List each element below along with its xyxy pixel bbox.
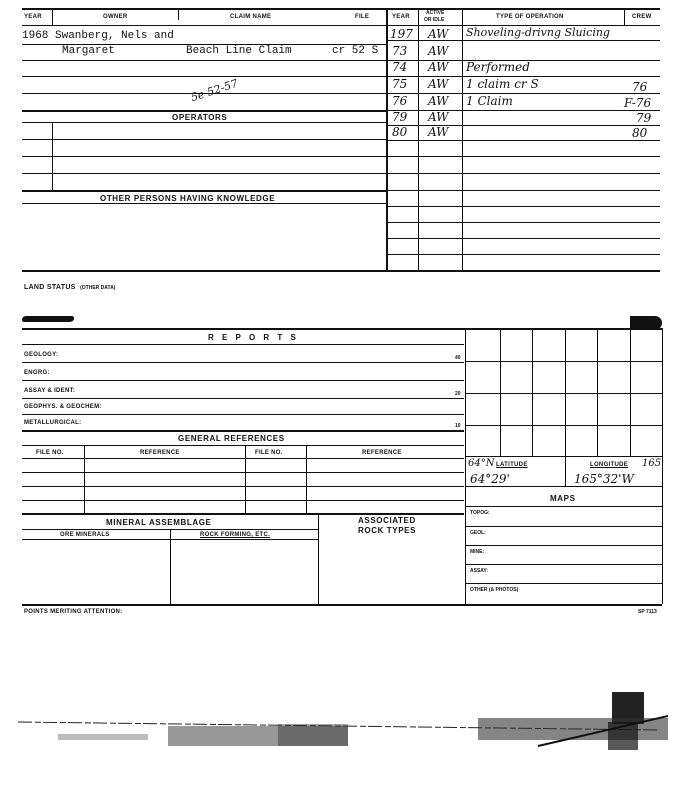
latitude-label: LATITUDE <box>496 462 528 468</box>
rule <box>22 139 386 140</box>
rule <box>22 344 464 345</box>
rule <box>465 486 662 487</box>
mineral-assemblage-title: MINERAL ASSEMBLAGE <box>106 518 212 527</box>
activity-operation: 1 claim cr S <box>466 77 539 91</box>
maps-mine: MINE: <box>470 549 485 555</box>
divider <box>418 8 419 270</box>
land-status-label <box>24 276 115 294</box>
rule <box>22 380 464 381</box>
rule <box>386 238 660 239</box>
activity-crew: F-76 <box>624 96 652 110</box>
report-geology: GEOLOGY: <box>24 352 59 358</box>
activity-status: AW <box>428 60 449 74</box>
idle-header: OR IDLE <box>424 17 445 23</box>
rule <box>386 173 660 174</box>
activity-status: AW <box>428 110 449 124</box>
report-metallurgical: METALLURGICAL: <box>24 420 82 426</box>
lat-prefix: 64°N <box>468 458 495 469</box>
report-geology-num: 40 <box>455 355 461 361</box>
file-header: FILE <box>355 14 370 20</box>
rule <box>22 76 386 77</box>
divider <box>52 122 53 190</box>
ref-file-no-2: FILE NO. <box>255 450 283 456</box>
divider <box>245 445 246 513</box>
operators-label: OPERATORS <box>172 113 228 122</box>
rule <box>22 122 386 123</box>
rule <box>22 60 386 61</box>
rule <box>22 398 464 399</box>
divider <box>462 8 463 270</box>
handwritten-note: 5e 52-57 <box>189 76 240 105</box>
divider <box>178 8 179 20</box>
rule <box>22 362 464 363</box>
rule <box>22 486 464 487</box>
general-references-title: GENERAL REFERENCES <box>178 434 285 443</box>
report-metallurgical-num: 10 <box>455 423 461 429</box>
rule <box>22 190 386 192</box>
report-assay: ASSAY & IDENT: <box>24 388 76 394</box>
other-persons-label: OTHER PERSONS HAVING KNOWLEDGE <box>100 194 276 203</box>
longitude-label: LONGITUDE <box>590 462 629 468</box>
active-header: ACTIVE <box>426 10 445 16</box>
divider <box>52 8 53 25</box>
rule <box>22 156 386 157</box>
type-of-operation-header: TYPE OF OPERATION <box>496 14 564 20</box>
rule <box>386 222 660 223</box>
rule <box>22 414 464 415</box>
divider <box>597 328 598 456</box>
owner-name-line2: Margaret <box>62 45 115 57</box>
rule <box>465 545 662 546</box>
longitude-value: 165°32'W <box>574 472 634 486</box>
ref-file-no-1: FILE NO. <box>36 450 64 456</box>
divider <box>306 445 307 513</box>
rule <box>22 270 660 272</box>
activity-crew: 76 <box>632 80 648 94</box>
divider <box>500 328 501 456</box>
rule <box>386 156 660 157</box>
associated-label: ASSOCIATED <box>358 516 416 525</box>
activity-year: 74 <box>392 60 408 74</box>
rule <box>22 203 386 204</box>
activity-operation: 1 Claim <box>466 94 513 108</box>
rule <box>22 430 464 432</box>
activity-status: AW <box>428 77 449 91</box>
divider <box>465 328 466 604</box>
report-engrg: ENGRG: <box>24 370 50 376</box>
owner-year-name: 1968 Swanberg, Nels and <box>22 30 174 42</box>
activity-year: 79 <box>392 110 408 124</box>
scan-artifact <box>21 316 75 322</box>
activity-year: 197_ <box>390 27 419 41</box>
activity-year: 75 <box>392 77 408 91</box>
points-meriting-attention-label: POINTS MERITING ATTENTION: <box>24 609 123 615</box>
file-value: cr 52 S <box>332 45 379 57</box>
divider <box>565 456 566 486</box>
activity-year: 80 <box>392 125 408 139</box>
rule <box>22 328 662 330</box>
rule <box>22 173 386 174</box>
rule <box>465 526 662 527</box>
ref-reference-2: REFERENCE <box>362 450 402 456</box>
year-header: YEAR <box>24 14 42 20</box>
scan-noise <box>18 712 668 762</box>
reports-title: R E P O R T S <box>208 333 299 342</box>
owner-header: OWNER <box>103 14 128 20</box>
activity-year: 73 <box>392 44 408 58</box>
rule <box>22 604 662 606</box>
rule <box>386 140 660 141</box>
rule <box>465 425 662 426</box>
activity-operation: Shoveling-drivng Sluicing <box>466 26 610 39</box>
maps-topog: TOPOG: <box>470 510 490 516</box>
rule <box>22 110 386 112</box>
rule <box>465 456 662 457</box>
report-assay-num: 20 <box>455 391 461 397</box>
rule <box>386 254 660 255</box>
ore-minerals-label: ORE MINERALS <box>60 532 110 538</box>
rock-types-label: ROCK TYPES <box>358 526 417 535</box>
main-vertical-divider <box>386 8 388 270</box>
activity-crew: 80 <box>632 126 648 140</box>
maps-other: OTHER (& PHOTOS) <box>470 587 519 593</box>
rule <box>22 500 464 501</box>
year2-header: YEAR <box>392 14 410 20</box>
activity-crew: 79 <box>636 111 652 125</box>
rule <box>465 583 662 584</box>
activity-operation: Performed <box>466 60 530 74</box>
divider <box>565 328 566 456</box>
divider <box>630 328 631 456</box>
rule <box>465 361 662 362</box>
activity-status: AW <box>428 27 449 41</box>
rule <box>465 564 662 565</box>
activity-status: AW <box>428 44 449 58</box>
divider <box>662 328 663 604</box>
rule <box>465 506 662 507</box>
divider <box>170 529 171 604</box>
maps-geol: GEOL: <box>470 530 486 536</box>
divider <box>84 445 85 513</box>
rule <box>22 458 464 459</box>
crew-header: CREW <box>632 14 652 20</box>
report-geophys: GEOPHYS. & GEOCHEM: <box>24 404 102 410</box>
rule <box>22 472 464 473</box>
divider <box>318 513 319 604</box>
divider <box>624 8 625 25</box>
divider <box>532 328 533 456</box>
land-status-sub: (OTHER DATA) <box>80 285 116 291</box>
top-rule <box>22 8 660 10</box>
latitude-value: 64°29' <box>470 472 510 486</box>
maps-title: MAPS <box>550 494 576 503</box>
rule <box>22 445 464 446</box>
rule <box>22 513 464 515</box>
rule <box>386 206 660 207</box>
rock-forming-label: ROCK FORMING, ETC. <box>200 532 271 538</box>
rule <box>386 190 660 191</box>
activity-year: 76 <box>392 94 408 108</box>
rule <box>465 393 662 394</box>
form-code: SP 7113 <box>638 609 657 615</box>
lon-suffix: 165 <box>642 458 662 469</box>
land-status-text: LAND STATUS <box>24 284 76 291</box>
ref-reference-1: REFERENCE <box>140 450 180 456</box>
maps-assay: ASSAY: <box>470 568 489 574</box>
claim-name-value: Beach Line Claim <box>186 45 292 57</box>
claim-name-header: CLAIM NAME <box>230 14 272 20</box>
activity-status: AW <box>428 125 449 139</box>
activity-status: AW <box>428 94 449 108</box>
